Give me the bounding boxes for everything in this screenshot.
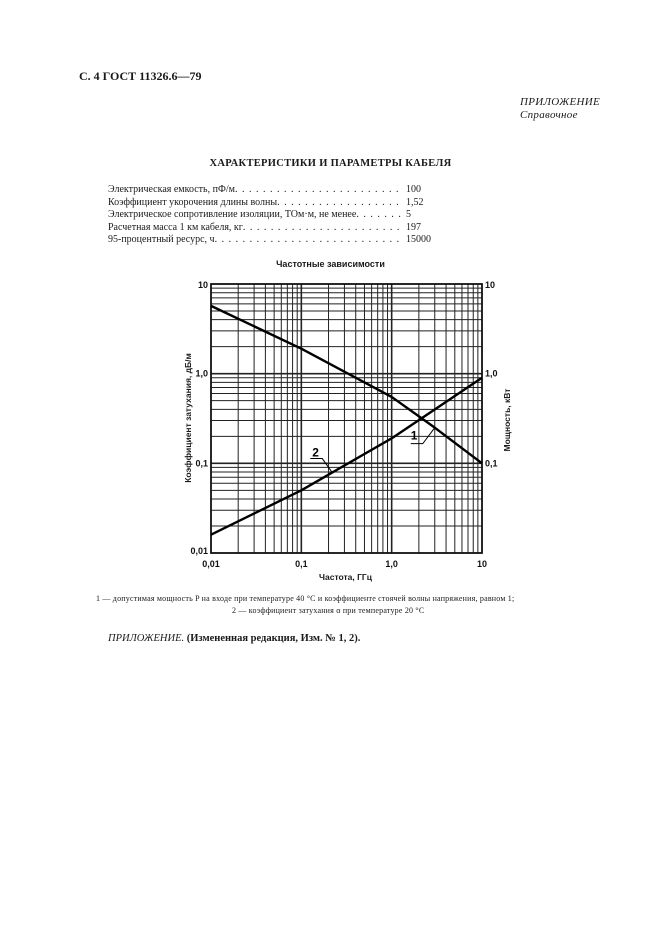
parameter-label: 95-процентный ресурс, ч (108, 234, 215, 245)
parameter-value: 1,52 (406, 196, 424, 208)
parameter-label: Коэффициент укорочения длины волны (108, 196, 278, 208)
series-label-2: 2 (312, 445, 319, 460)
parameter-value: 100 (406, 184, 421, 195)
y-tick-label-left: 0,01 (190, 546, 208, 556)
parameter-label: Электрическое сопротивление изоляции, ТОм·м, не менее (108, 209, 357, 220)
x-tick-label: 0,1 (295, 559, 308, 569)
y-axis-label-left: Коэффициент затухания, дБ/м (183, 353, 193, 483)
page-header: С. 4 ГОСТ 11326.6—79 (79, 69, 202, 83)
appendix-subtitle: Справочное (520, 109, 578, 121)
revision-note-label: ПРИЛОЖЕНИЕ. (108, 633, 185, 644)
y-tick-label-right: 1,0 (485, 368, 498, 379)
parameter-label: Расчетная масса 1 км кабеля, кг (108, 221, 243, 233)
x-tick-label: 0,01 (202, 559, 220, 569)
parameter-value: 5 (406, 209, 411, 220)
x-axis-label: Частота, ГГц (319, 572, 372, 582)
y-tick-label-left: 10 (197, 280, 208, 290)
series-curve-2 (211, 378, 482, 535)
x-tick-label: 10 (476, 559, 488, 569)
series-label-1: 1 (410, 428, 418, 443)
revision-note-text: (Измененная редакция, Изм. № 1, 2). (186, 633, 361, 644)
x-tick-label: 1,0 (385, 559, 398, 569)
y-tick-label-left: 0,1 (195, 458, 208, 469)
parameter-value: 15000 (406, 234, 431, 245)
note-curve-1: 1 — допустимая мощность P на входе при температуре 40 °С и коэффициенте стоячей волны напряжения, равном 1; (96, 594, 515, 603)
series-curve-1 (211, 306, 482, 463)
section-title: ХАРАКТЕРИСТИКИ И ПАРАМЕТРЫ КАБЕЛЯ (209, 158, 452, 169)
revision-note (108, 633, 360, 644)
note-curve-2: 2 — коэффициент затухания α при температуре 20 °С (232, 606, 425, 615)
parameter-value: 197 (406, 221, 421, 233)
y-tick-label-right: 0,1 (485, 458, 498, 469)
y-tick-label-left: 1,0 (195, 368, 208, 379)
chart-title: Частотные зависимости (276, 259, 385, 269)
appendix-title: ПРИЛОЖЕНИЕ (520, 96, 600, 108)
y-axis-label-right: Мощность, кВт (502, 388, 512, 452)
parameter-label: Электрическая емкость, пФ/м (108, 184, 235, 195)
y-tick-label-right: 10 (485, 280, 496, 290)
